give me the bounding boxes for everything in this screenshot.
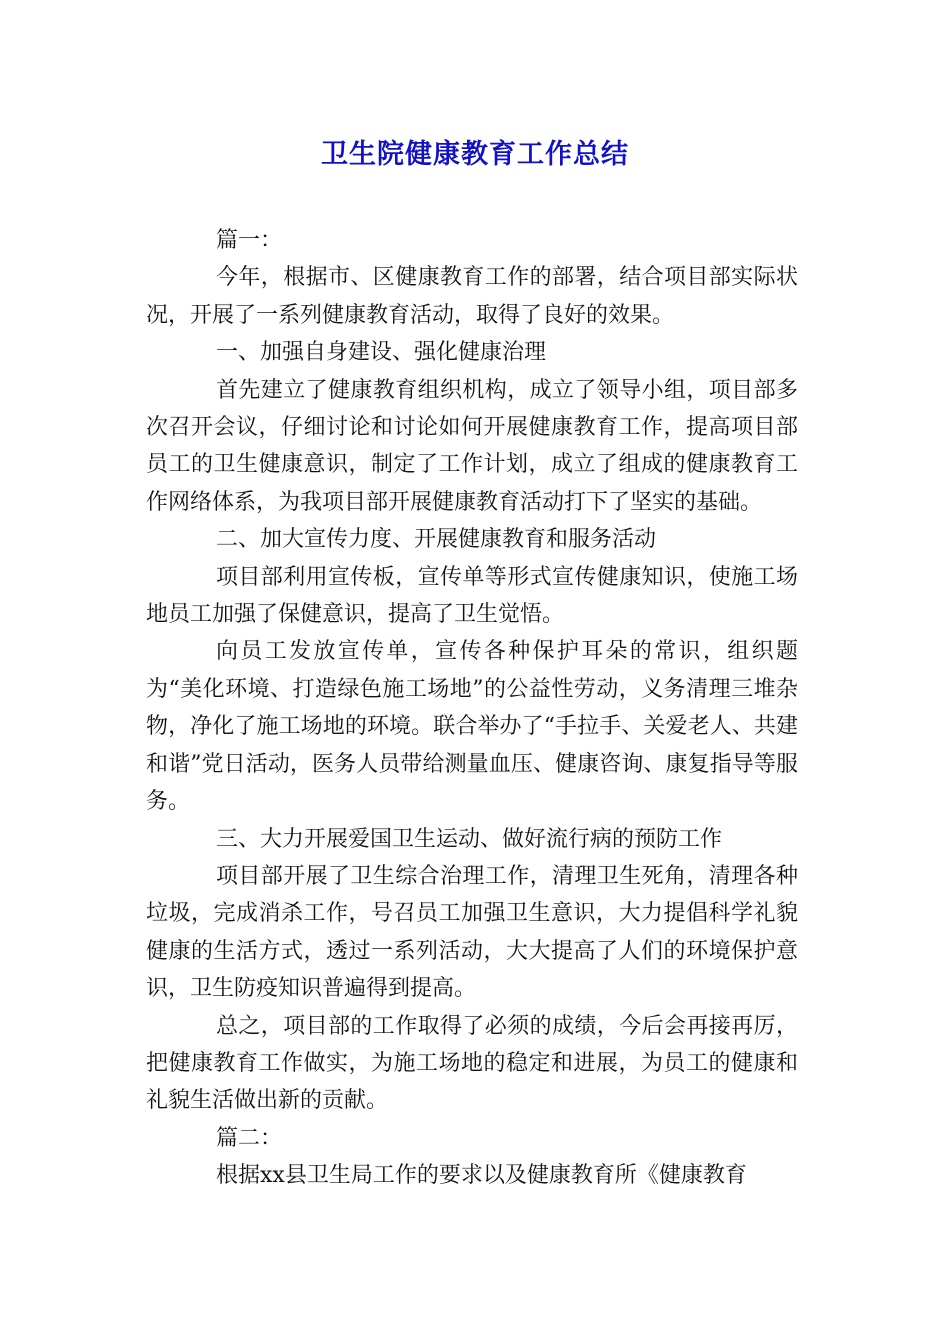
section-heading-1: 一、加强自身建设、强化健康治理	[216, 340, 547, 366]
section-heading-part-one: 篇一：	[216, 228, 283, 253]
section-heading-part-two: 篇二：	[216, 1125, 283, 1151]
paragraph-part-two-start: 根据xx县卫生局工作的要求以及健康教育所《健康教育	[216, 1163, 747, 1189]
document-title: 卫生院健康教育工作总结	[321, 139, 629, 170]
section-heading-2: 二、加大宣传力度、开展健康教育和服务活动	[216, 527, 657, 553]
paragraph-organization: 首先建立了健康教育组织机构，成立了领导小组，项目部多次召开会议，仔细讨论和讨论如何开展健康教育工作，提高项目部员工的卫生健康意识，制定了工作计划，成立了组成的健康教育工作网络体系，为我项目部开展健康教育活动打下了坚实的基础。	[146, 377, 798, 515]
paragraph-sanitation: 项目部开展了卫生综合治理工作，清理卫生死角，清理各种垃圾，完成消杀工作，号召员工加强卫生意识，大力提倡科学礼貌健康的生活方式，透过一系列活动，大大提高了人们的环境保护意识，卫生防疫知识普遍得到提高。	[146, 863, 798, 1002]
document-body	[146, 222, 798, 1195]
paragraph-intro: 今年，根据市、区健康教育工作的部署，结合项目部实际状况，开展了一系列健康教育活动，取得了良好的效果。	[146, 265, 798, 328]
paragraph-publicity: 项目部利用宣传板，宣传单等形式宣传健康知识，使施工场地员工加强了保健意识，提高了卫生觉悟。	[146, 564, 798, 628]
section-heading-3: 三、大力开展爱国卫生运动、做好流行病的预防工作	[216, 826, 723, 852]
paragraph-summary: 总之，项目部的工作取得了必须的成绩，今后会再接再厉，把健康教育工作做实，为施工场地的稳定和进展，为员工的健康和礼貌生活做出新的贡献。	[146, 1013, 798, 1114]
paragraph-activities: 向员工发放宣传单，宣传各种保护耳朵的常识，组织题为“美化环境、打造绿色施工场地”的公益性劳动，义务清理三堆杂物，净化了施工场地的环境。联合举办了“手拉手、关爱老人、共建和谐”党日活动，医务人员带给测量血压、健康咨询、康复指导等服务。	[146, 639, 798, 815]
